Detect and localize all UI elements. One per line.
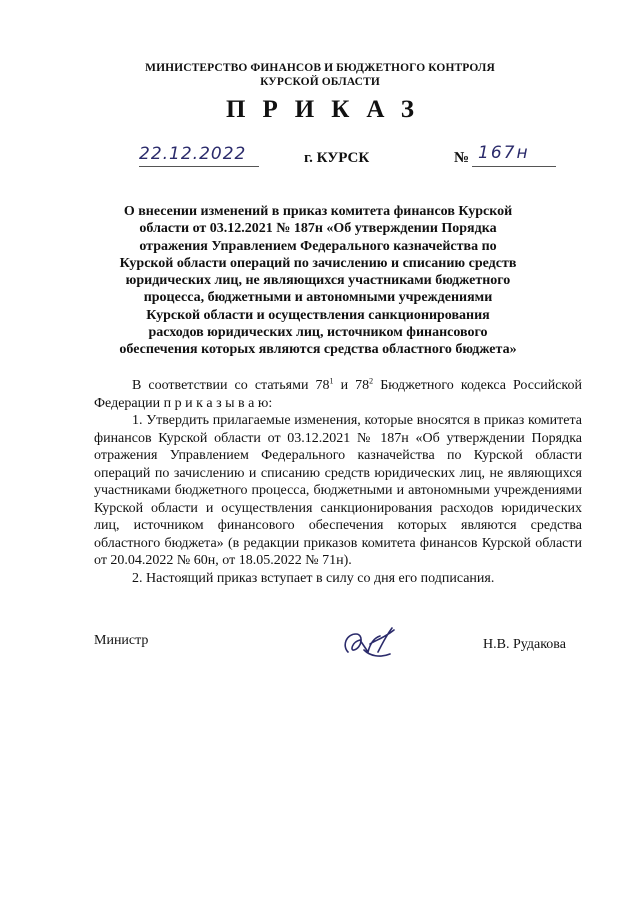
number-label: № (454, 150, 470, 166)
ministry-line-1: МИНИСТЕРСТВО ФИНАНСОВ И БЮДЖЕТНОГО КОНТРОЛЯ (145, 62, 495, 74)
document-title: ПРИКАЗ (226, 96, 431, 123)
handwritten-number: 167н (478, 143, 530, 163)
order-body (94, 377, 582, 587)
order-item-2: 2. Настоящий приказ вступает в силу со дня его подписания. (132, 570, 495, 586)
city: г. КУРСК (304, 150, 370, 166)
handwritten-date: 22.12.2022 (139, 144, 247, 164)
date-underline (139, 166, 259, 167)
handwritten-signature (340, 622, 398, 662)
order-item-1: 1. Утвердить прилагаемые изменения, которые вносятся в приказ комитета финансов Курской области от 03.12.2021 № 187н «Об утверждении Порядка отражения Управлением Федерального казначейства по Курской области операций по зачислению и списанию средств юридических лиц, не являющихся участниками бюджетного процесса, бюджетными и автономными учреждениями Курской области и осуществления санкционирования расходов юридических лиц, источником финансового обеспечения которых являются средства областного бюджета» (в редакции приказов комитета финансов Курской области от 20.04.2022 № 60н, от 18.05.2022 № 71н). (94, 413, 582, 568)
order-subject: О внесении изменений в приказ комитета финансов Курской области от 03.12.2021 № 187н «Об утверждении Порядка отражения Управлением Федерального казначейства по Курской области операций по зачислению и списанию средств юридических лиц, не являющихся участниками бюджетного процесса, бюджетными и автономными учреждениями Курской области и осуществления санкционирования расходов юридических лиц, источником финансового обеспечения которых являются средства областного бюджета» (119, 204, 517, 358)
preamble: В соответствии со статьями $78^1$ и $78^2$ Бюджетного кодекса Российской Федерации п р и к а з ы в а ю: (94, 376, 582, 411)
number-underline (472, 166, 556, 167)
signatory-position: Министр (94, 633, 149, 648)
ministry-header (0, 61, 640, 89)
ministry-line-2: КУРСКОЙ ОБЛАСТИ (260, 76, 380, 88)
signatory-name: Н.В. Рудакова (483, 637, 566, 652)
